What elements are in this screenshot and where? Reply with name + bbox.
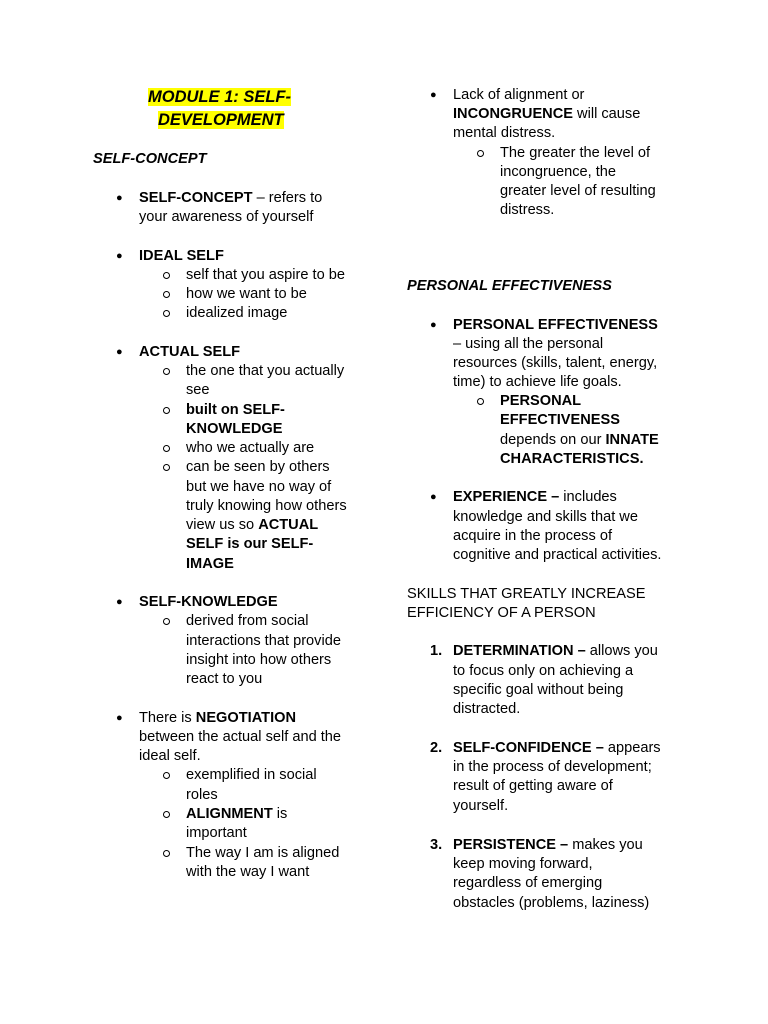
circle-bullet-icon	[477, 150, 484, 157]
experience-line4: cognitive and practical activities.	[453, 547, 662, 563]
bullet-icon: ●	[430, 319, 437, 331]
skill1-line3: specific goal without being	[453, 682, 624, 698]
negotiation-sub2-l2: important	[186, 825, 247, 841]
actual-self-sub1-l1: the one that you actually	[186, 363, 345, 379]
circle-bullet-icon	[163, 272, 170, 279]
actual-self-sub4-l5: SELF is our SELF-	[186, 536, 314, 552]
skill3-line1: PERSISTENCE – makes you	[453, 837, 643, 853]
bullet-icon: ●	[116, 346, 123, 358]
ideal-self-sub3: idealized image	[186, 305, 288, 321]
negotiation-line2: between the actual self and the	[139, 729, 342, 745]
skills-heading-l1: SKILLS THAT GREATLY INCREASE	[407, 586, 646, 602]
circle-bullet-icon	[163, 618, 170, 625]
actual-self-sub4-l3: truly knowing how others	[186, 498, 347, 514]
circle-bullet-icon	[163, 850, 170, 857]
skill3-line3: regardless of emerging	[453, 875, 603, 891]
skill3-line4: obstacles (problems, laziness)	[453, 895, 650, 911]
skill1-line4: distracted.	[453, 701, 521, 717]
ideal-self-term: IDEAL SELF	[139, 248, 224, 264]
pe-line2: – using all the personal	[453, 336, 604, 352]
skill2-line2: in the process of development;	[453, 759, 652, 775]
lack-line1: Lack of alignment or	[453, 87, 585, 103]
pe-sub-l4: CHARACTERISTICS.	[500, 451, 644, 467]
experience-line1: EXPERIENCE – includes	[453, 489, 617, 505]
negotiation-sub2-l1: ALIGNMENT is	[186, 806, 288, 822]
circle-bullet-icon	[163, 772, 170, 779]
negotiation-sub3-l2: with the way I want	[186, 864, 310, 880]
circle-bullet-icon	[163, 310, 170, 317]
self-knowledge-term: SELF-KNOWLEDGE	[139, 594, 278, 610]
ideal-self-sub2: how we want to be	[186, 286, 307, 302]
lack-sub-l1: The greater the level of	[500, 145, 651, 161]
skill3-line2: keep moving forward,	[453, 856, 593, 872]
actual-self-sub4-l1: can be seen by others	[186, 459, 330, 475]
self-knowledge-sub-l3: insight into how others	[186, 652, 332, 668]
bullet-icon: ●	[116, 250, 123, 262]
circle-bullet-icon	[163, 291, 170, 298]
module-title-line1: MODULE 1: SELF-	[148, 88, 291, 106]
pe-sub-l3: depends on our INNATE	[500, 432, 659, 448]
pe-line4: time) to achieve life goals.	[453, 374, 622, 390]
actual-self-sub3: who we actually are	[186, 440, 315, 456]
list-number: 3.	[430, 837, 443, 853]
skill1-line1: DETERMINATION – allows you	[453, 643, 658, 659]
pe-sub-l2: EFFECTIVENESS	[500, 412, 621, 428]
lack-sub-l3: greater level of resulting	[500, 183, 656, 199]
circle-bullet-icon	[163, 407, 170, 414]
actual-self-sub4-l6: IMAGE	[186, 556, 234, 572]
actual-self-sub4-l2: but we have no way of	[186, 479, 332, 495]
self-knowledge-sub-l1: derived from social	[186, 613, 309, 629]
bullet-icon: ●	[430, 491, 437, 503]
actual-self-sub2-l1: built on SELF-	[186, 402, 285, 418]
module-title-line2: DEVELOPMENT	[158, 111, 284, 129]
lack-sub-l2: incongruence, the	[500, 164, 617, 180]
self-concept-line1: SELF-CONCEPT – refers to	[139, 190, 323, 206]
skill2-line1: SELF-CONFIDENCE – appears	[453, 740, 661, 756]
actual-self-term: ACTUAL SELF	[139, 344, 241, 360]
experience-line3: acquire in the process of	[453, 528, 612, 544]
circle-bullet-icon	[163, 811, 170, 818]
circle-bullet-icon	[163, 464, 170, 471]
skills-heading-l2: EFFICIENCY OF A PERSON	[407, 605, 596, 621]
ideal-self-sub1: self that you aspire to be	[186, 267, 346, 283]
personal-effectiveness-heading: PERSONAL EFFECTIVENESS	[407, 278, 612, 294]
pe-line3: resources (skills, talent, energy,	[453, 355, 658, 371]
bullet-icon: ●	[116, 712, 123, 724]
lack-line2: INCONGRUENCE will cause	[453, 106, 641, 122]
self-concept-heading: SELF-CONCEPT	[93, 151, 207, 167]
actual-self-sub1-l2: see	[186, 382, 210, 398]
negotiation-line1: There is NEGOTIATION	[139, 710, 297, 726]
list-number: 2.	[430, 740, 443, 756]
negotiation-line3: ideal self.	[139, 748, 201, 764]
skill2-line4: yourself.	[453, 798, 509, 814]
circle-bullet-icon	[163, 445, 170, 452]
skill1-line2: to focus only on achieving a	[453, 663, 634, 679]
skill2-line3: result of getting aware of	[453, 778, 613, 794]
bullet-icon: ●	[430, 89, 437, 101]
bullet-icon: ●	[116, 596, 123, 608]
self-concept-line2: your awareness of yourself	[139, 209, 314, 225]
circle-bullet-icon	[163, 368, 170, 375]
actual-self-sub2-l2: KNOWLEDGE	[186, 421, 283, 437]
self-knowledge-sub-l4: react to you	[186, 671, 263, 687]
self-knowledge-sub-l2: interactions that provide	[186, 633, 341, 649]
lack-sub-l4: distress.	[500, 202, 555, 218]
actual-self-sub4-l4: view us so ACTUAL	[186, 517, 319, 533]
experience-line2: knowledge and skills that we	[453, 509, 638, 525]
negotiation-sub1-l1: exemplified in social	[186, 767, 317, 783]
pe-term: PERSONAL EFFECTIVENESS	[453, 317, 658, 333]
list-number: 1.	[430, 643, 443, 659]
lack-line3: mental distress.	[453, 125, 556, 141]
pe-sub-l1: PERSONAL	[500, 393, 582, 409]
bullet-icon: ●	[116, 192, 123, 204]
negotiation-sub3-l1: The way I am is aligned	[186, 845, 340, 861]
circle-bullet-icon	[477, 398, 484, 405]
negotiation-sub1-l2: roles	[186, 787, 218, 803]
